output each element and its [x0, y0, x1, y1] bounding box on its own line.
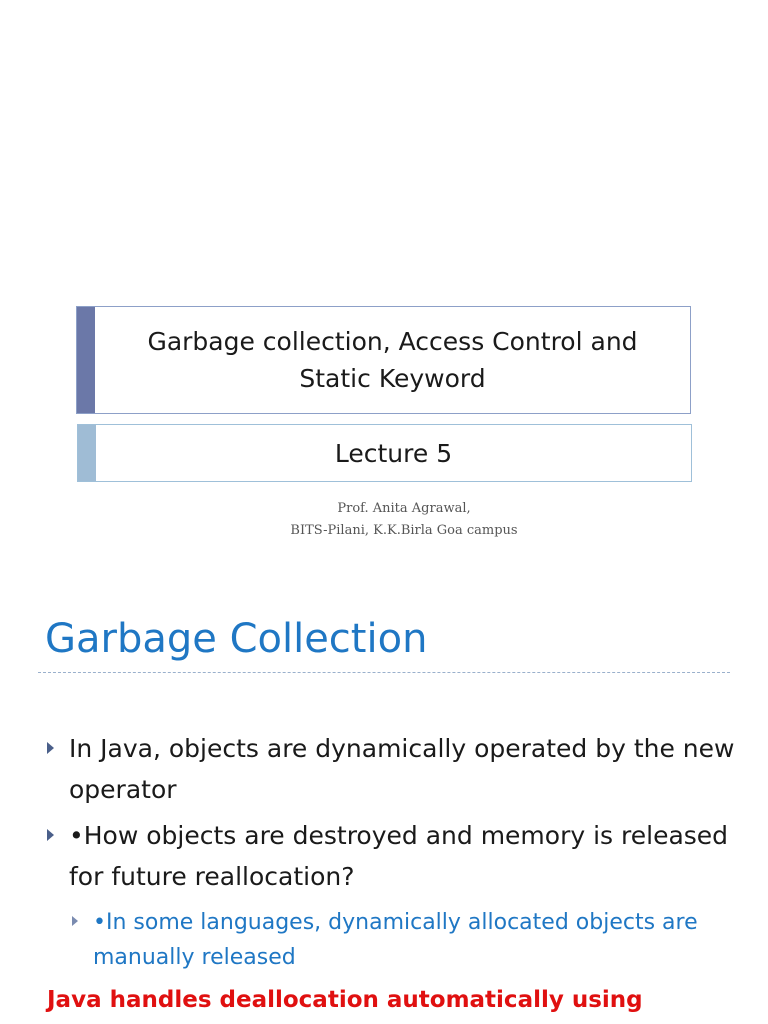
bullet-item	[47, 815, 737, 897]
sub-bullet-item	[72, 905, 712, 975]
slide-subtitle: Lecture 5	[334, 438, 453, 468]
title-accent-bar	[77, 307, 95, 413]
bullet-text: In Java, objects are dynamically operated by the new operator	[69, 734, 735, 804]
sub-bullet-arrow-icon	[72, 916, 78, 926]
author-name: Prof. Anita Agrawal,	[337, 501, 471, 516]
subtitle-box	[77, 424, 692, 482]
slide-title: Garbage collection, Access Control and Static Keyword	[147, 327, 638, 393]
highlight-text: Java handles deallocation automatically using	[47, 987, 643, 1013]
title-box	[76, 306, 691, 414]
heading-divider	[38, 672, 730, 673]
author-block	[0, 498, 768, 542]
sub-bullet-text: •In some languages, dynamically allocated objects are manually released	[93, 910, 698, 970]
bullet-arrow-icon	[47, 742, 54, 754]
section-heading: Garbage Collection	[45, 616, 428, 662]
subtitle-accent-bar	[78, 425, 96, 481]
bullet-text: •How objects are destroyed and memory is released for future reallocation?	[69, 821, 729, 891]
bullet-arrow-icon	[47, 829, 54, 841]
bullet-item	[47, 728, 737, 810]
author-affiliation: BITS-Pilani, K.K.Birla Goa campus	[290, 523, 518, 538]
